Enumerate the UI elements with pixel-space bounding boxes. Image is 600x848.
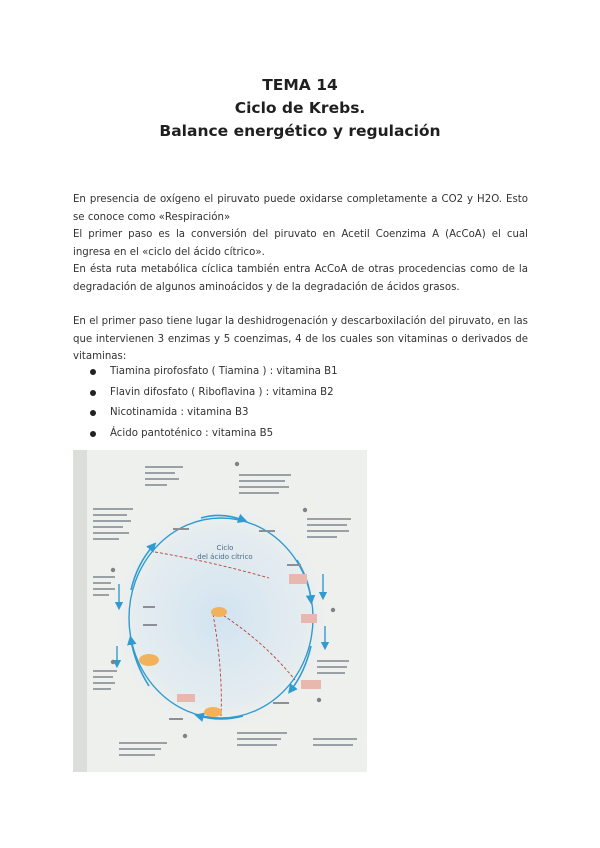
first-step-text: En el primer paso tiene lugar la deshidrogenación y descarboxilación del piruvato, en las que intervienen 3 enzimas y 5 coenzimas, 4 de los cuales son vitaminas o derivados de vitaminas: — [73, 316, 528, 363]
list-item-text: Flavin difosfato ( Riboflavina ) : vitamina B2 — [110, 386, 334, 398]
annotation-top — [145, 466, 291, 494]
topic-title: Ciclo de Krebs. — [234, 99, 366, 117]
topic-subtitle: Balance energético y regulación — [159, 122, 441, 140]
coenzyme-marker-bottom — [204, 707, 222, 717]
coenzyme-marker-left — [139, 654, 159, 666]
bullet-icon — [90, 390, 96, 396]
bullet-icon — [90, 431, 96, 437]
first-step-paragraph — [73, 313, 528, 366]
bullet-icon — [90, 410, 96, 416]
list-item — [90, 383, 510, 404]
list-item — [90, 403, 510, 424]
intro-paragraph — [73, 191, 528, 297]
page-shadow — [73, 450, 87, 772]
intro-line-respiration: En presencia de oxígeno el piruvato puede oxidarse completamente a CO2 y H2O. Esto se conoce como «Respiración» — [73, 194, 528, 223]
list-item — [90, 424, 510, 445]
coenzyme-marker-center — [211, 607, 227, 617]
bullet-icon — [90, 369, 96, 375]
list-item — [90, 362, 510, 383]
vitamin-list — [90, 362, 510, 444]
list-item-text: Nicotinamida : vitamina B3 — [110, 407, 249, 419]
intro-line-acetyl-coa: El primer paso es la conversión del piruvato en Acetil Coenzima A (AcCoA) el cual ingresa en el «ciclo del ácido cítrico». — [73, 229, 528, 258]
list-item-text: Ácido pantoténico : vitamina B5 — [110, 427, 274, 439]
cycle-label-1: Ciclo — [216, 544, 234, 552]
cycle-label-2: del ácido cítrico — [197, 553, 253, 561]
intermediate-box-3 — [301, 680, 321, 689]
intro-line-other-sources: En ésta ruta metabólica cíclica también entra AcCoA de otras procedencias como de la degradación de algunos aminoácidos y de la degradación de ácidos grasos. — [73, 264, 528, 293]
list-item-text: Tiamina pirofosfato ( Tiamina ) : vitamina B1 — [110, 366, 338, 377]
krebs-cycle-figure — [73, 450, 367, 772]
intermediate-box-4 — [177, 694, 195, 702]
topic-number: TEMA 14 — [262, 76, 338, 94]
title-block — [0, 74, 600, 143]
intermediate-box-2 — [301, 614, 317, 623]
krebs-cycle-diagram — [73, 450, 367, 772]
intermediate-box-1 — [289, 574, 307, 584]
